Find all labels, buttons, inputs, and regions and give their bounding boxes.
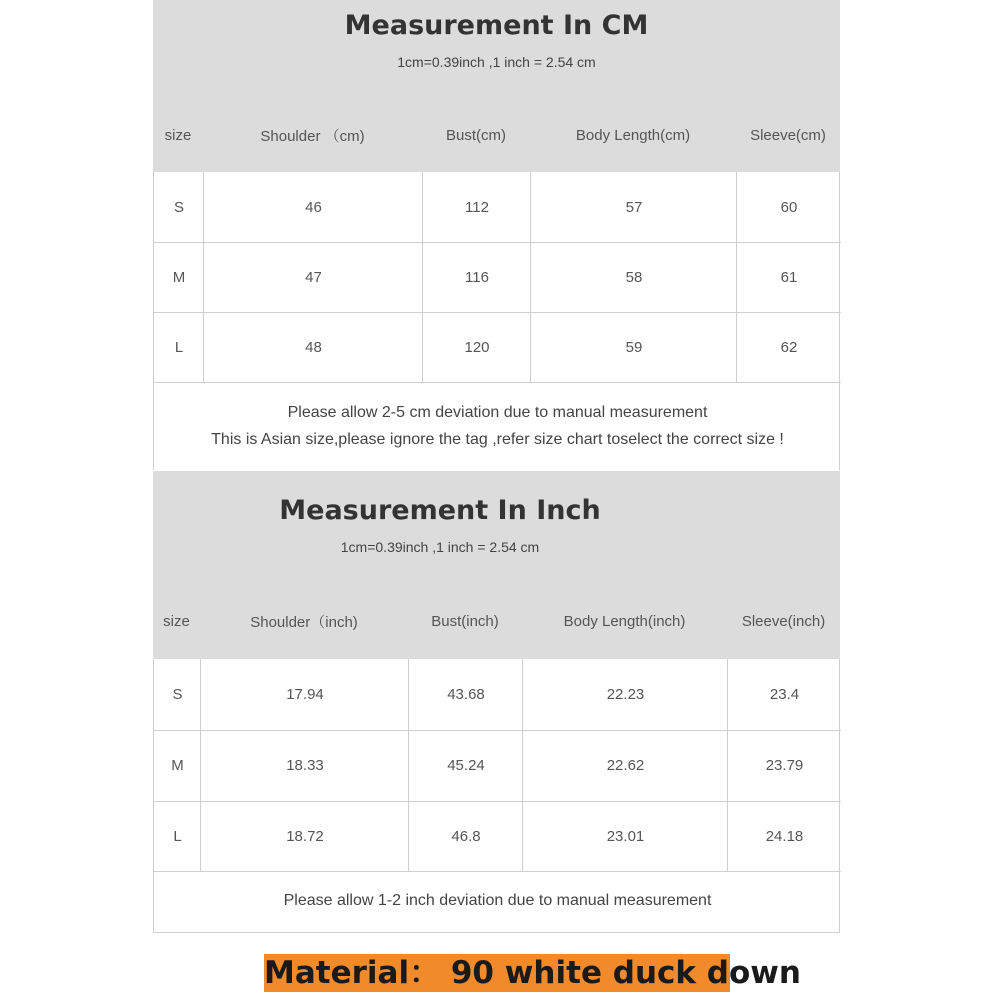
inch-cell-body-length: 23.01: [606, 827, 645, 845]
inch-cell-sleeve: 23.79: [765, 757, 804, 774]
cm-title: Measurement In CM: [344, 10, 649, 41]
inch-cell-size: M: [171, 757, 184, 774]
inch-header-band: [153, 471, 840, 659]
inch-header-bust: Bust(inch): [431, 612, 499, 630]
cm-header-body-length: Body Length(cm): [575, 126, 691, 144]
cm-header-shoulder: Shoulder （cm): [260, 127, 365, 145]
cm-cell-size: M: [172, 268, 186, 286]
cm-cell-sleeve: 60: [780, 198, 798, 216]
cm-note-deviation: Please allow 2-5 cm deviation due to manual measurement: [287, 404, 708, 421]
cm-cell-size: L: [174, 338, 184, 356]
cm-cell-size: S: [173, 198, 184, 216]
inch-cell-body-length: 22.62: [606, 757, 645, 774]
inch-note-deviation: Please allow 1-2 inch deviation due to manual measurement: [283, 892, 712, 909]
inch-header-size: size: [163, 612, 190, 630]
cm-cell-bust: 120: [464, 338, 490, 356]
inch-cell-shoulder: 18.72: [286, 827, 324, 845]
inch-conversion-text: 1cm=0.39inch ,1 inch = 2.54 cm: [340, 539, 540, 555]
cm-cell-body-length: 58: [625, 268, 643, 286]
inch-title: Measurement In Inch: [279, 495, 601, 526]
cm-note-asian-size: This is Asian size,please ignore the tag ,refer size chart toselect the correct size !: [211, 431, 784, 448]
cm-cell-sleeve: 62: [780, 338, 798, 356]
inch-cell-sleeve: 23.4: [769, 686, 800, 703]
cm-table: [153, 172, 840, 470]
cm-header-bust: Bust(cm): [446, 126, 506, 144]
inch-cell-bust: 43.68: [447, 686, 485, 703]
inch-cell-size: S: [172, 686, 183, 703]
inch-cell-size: L: [173, 827, 182, 845]
cm-header-band: [153, 0, 840, 172]
cm-cell-body-length: 59: [625, 338, 643, 356]
cm-header-sleeve: Sleeve(cm): [750, 126, 826, 144]
cm-header-size: size: [164, 126, 192, 144]
cm-cell-bust: 116: [465, 268, 489, 286]
cm-conversion-text: 1cm=0.39inch ,1 inch = 2.54 cm: [397, 54, 596, 70]
inch-header-sleeve: Sleeve(inch): [741, 612, 826, 630]
inch-cell-sleeve: 24.18: [765, 827, 804, 845]
cm-cell-shoulder: 47: [305, 268, 322, 286]
cm-cell-sleeve: 61: [780, 268, 798, 286]
inch-header-shoulder: Shoulder（inch): [250, 613, 358, 631]
inch-cell-shoulder: 17.94: [286, 686, 324, 703]
cm-cell-bust: 112: [465, 198, 489, 216]
cm-cell-body-length: 57: [625, 198, 643, 216]
inch-cell-body-length: 22.23: [606, 686, 645, 703]
cm-cell-shoulder: 46: [305, 198, 322, 216]
inch-table: [153, 659, 840, 933]
inch-cell-shoulder: 18.33: [286, 757, 324, 774]
inch-header-body-length: Body Length(inch): [563, 612, 686, 630]
cm-cell-shoulder: 48: [305, 338, 322, 356]
inch-cell-bust: 46.8: [451, 827, 481, 845]
inch-cell-bust: 45.24: [447, 757, 485, 774]
material-label: Material： 90 white duck down: [264, 955, 802, 991]
